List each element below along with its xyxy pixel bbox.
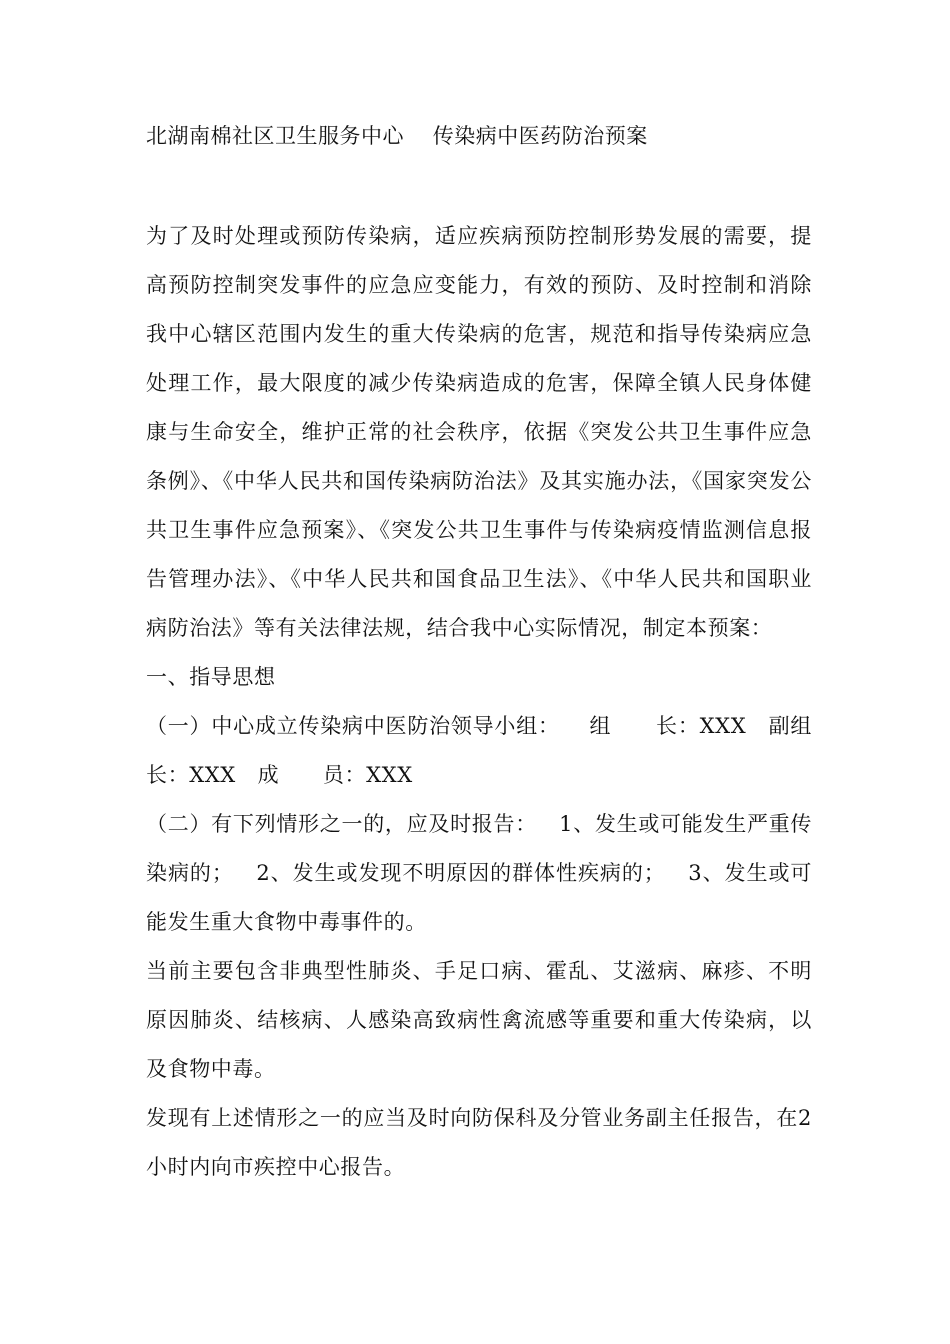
paragraph-reporting-procedure: 发现有上述情形之一的应当及时向防保科及分管业务副主任报告，在2小时内向市疾控中心报告。 — [146, 1106, 812, 1179]
paragraph-leadership-group: （一）中心成立传染病中医防治领导小组： 组 长：XXX 副组长：XXX 成 员：XXX — [146, 714, 812, 787]
document-body — [146, 212, 812, 1192]
paragraph-intro: 为了及时处理或预防传染病，适应疾病预防控制形势发展的需要，提高预防控制突发事件的应急应变能力，有效的预防、及时控制和消除我中心辖区范围内发生的重大传染病的危害，规范和指导传染病应急处理工作，最大限度的减少传染病造成的危害，保障全镇人民身体健康与生命安全，维护正常的社会秩序，依据《突发公共卫生事件应急条例》、《中华人民共和国传染病防治法》及其实施办法，《国家突发公共卫生事件应急预案》、《突发公共卫生事件与传染病疫情监测信息报告管理办法》、《中华人民共和国食品卫生法》、《中华人民共和国职业病防治法》等有关法律法规，结合我中心实际情况，制定本预案： — [146, 224, 812, 640]
section-heading-guiding-ideology: 一、指导思想 — [146, 665, 276, 689]
document-title: 北湖南棉社区卫生服务中心 传染病中医药防治预案 — [146, 124, 648, 148]
paragraph-disease-list: 当前主要包含非典型性肺炎、手足口病、霍乱、艾滋病、麻疹、不明原因肺炎、结核病、人感染高致病性禽流感等重要和重大传染病，以及食物中毒。 — [146, 959, 812, 1081]
paragraph-reporting-conditions: （二）有下列情形之一的，应及时报告： 1、发生或可能发生严重传染病的； 2、发生或发现不明原因的群体性疾病的； 3、发生或可能发生重大食物中毒事件的。 — [146, 812, 812, 934]
